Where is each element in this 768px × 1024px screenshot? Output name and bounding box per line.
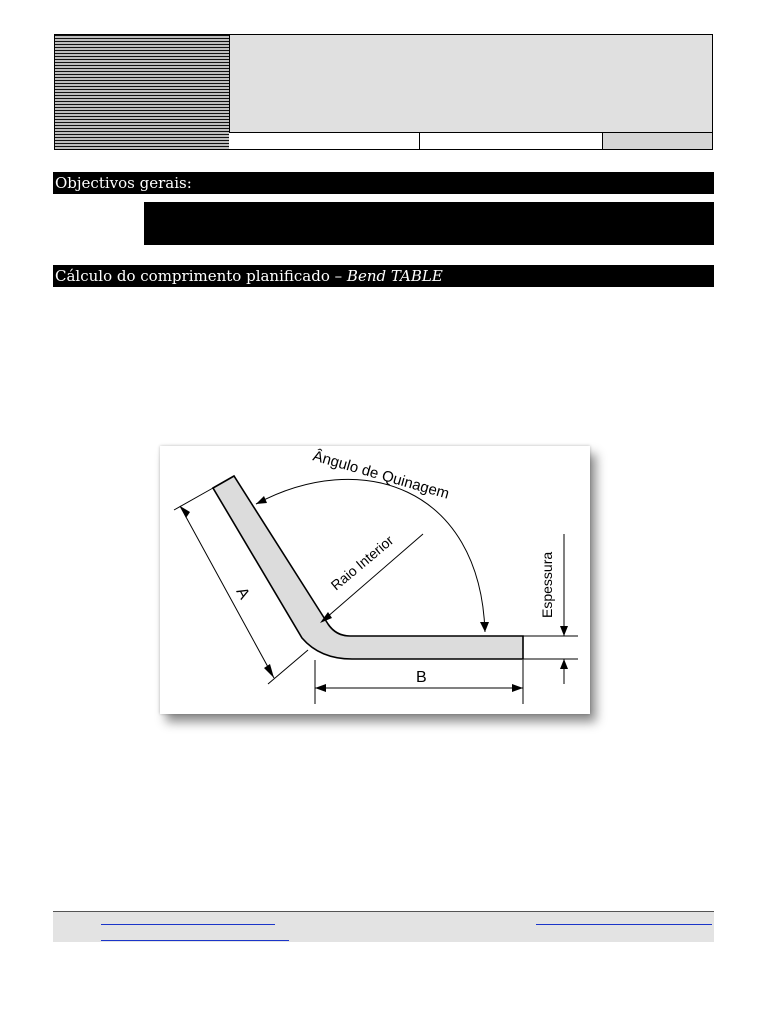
header-info-row bbox=[229, 132, 712, 149]
label-a: A bbox=[232, 584, 253, 603]
calculation-title-text: Cálculo do comprimento planificado – bbox=[55, 267, 347, 285]
logo-placeholder bbox=[55, 35, 230, 149]
dim-b-arrow-left bbox=[315, 684, 326, 692]
section-calculation-title bbox=[53, 265, 714, 287]
angle-arrow-start bbox=[256, 496, 267, 504]
label-radius: Raio Interior bbox=[327, 532, 397, 594]
page-footer bbox=[53, 911, 714, 942]
objectives-title-text: Objectivos gerais: bbox=[55, 174, 192, 192]
footer-link-3[interactable] bbox=[536, 924, 712, 925]
header-cell-2 bbox=[420, 133, 603, 149]
label-angle: Ângulo de Quinagem bbox=[310, 447, 452, 503]
thickness-arrow-bottom bbox=[560, 659, 568, 669]
label-thickness: Espessura bbox=[539, 551, 555, 618]
header-cell-1 bbox=[229, 133, 420, 149]
calculation-title-italic: Bend TABLE bbox=[346, 267, 443, 285]
dim-a-arrow-bottom bbox=[264, 664, 274, 678]
angle-arrow-end bbox=[480, 622, 489, 632]
thickness-arrow-top bbox=[560, 626, 568, 636]
footer-link-2[interactable] bbox=[101, 940, 289, 941]
label-b: B bbox=[416, 669, 427, 686]
bend-diagram-figure bbox=[160, 446, 590, 714]
footer-link-1[interactable] bbox=[101, 924, 275, 925]
dim-a-ext-bottom bbox=[268, 650, 308, 684]
dim-b-arrow-right bbox=[512, 684, 523, 692]
section-objectives-title bbox=[53, 172, 714, 194]
dim-a-arrow-top bbox=[180, 506, 190, 518]
bend-diagram bbox=[160, 446, 590, 714]
header-cell-3 bbox=[603, 133, 712, 149]
objectives-content-block bbox=[144, 202, 714, 245]
